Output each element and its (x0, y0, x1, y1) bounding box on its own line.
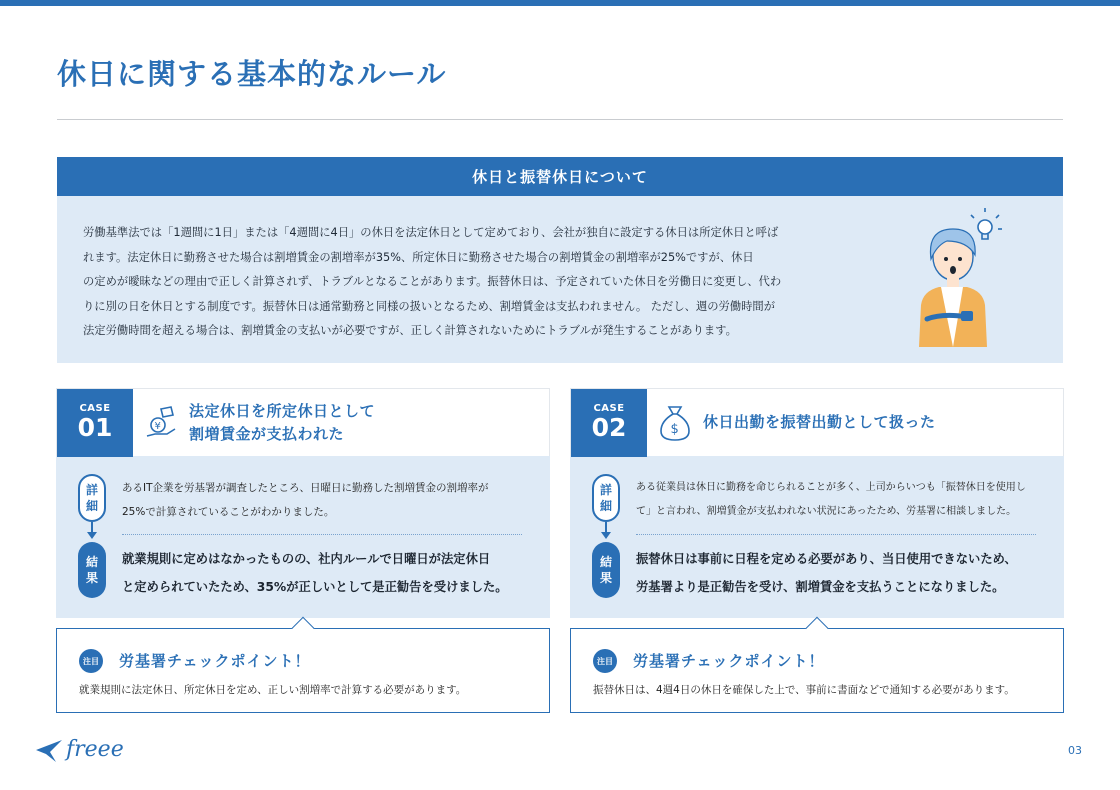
case-number: 02 (591, 413, 627, 442)
surprised-person-illustration (897, 207, 1007, 347)
case-badge (57, 389, 133, 457)
overview-line: の定めが曖昧などの理由で正しく計算されず、トラブルとなることがあります。振替休日は、予定されていた休日を労働日に変更し、代わ (83, 275, 782, 288)
case-label: CASE (593, 403, 625, 414)
case-title (703, 411, 936, 434)
result-label-char: 結 (85, 555, 98, 569)
checkpoint-title: 労基署チェックポイント！ (119, 652, 311, 670)
overview-line: れます。法定休日に勤務させた場合は割増賃金の割増率が35%、所定休日に勤務させた場合の割増賃金の割増率が25%ですが、休日 (83, 250, 754, 264)
result-line: 就業規則に定めはなかったものの、社内ルールで日曜日が法定休日 (122, 552, 491, 566)
overview-line: 労働基準法では「1週間に1日」または「4週間に4日」の休日を法定休日として定めており、会社が独自に設定する休日は所定休日と呼ば (83, 226, 779, 239)
overview-header: 休日と振替休日について (57, 157, 1063, 196)
case-number: 01 (77, 413, 113, 442)
result-label-char: 結 (599, 555, 612, 569)
svg-text:$: $ (670, 421, 679, 437)
overview-line: 法定労働時間を超える場合は、割増賃金の支払いが必要ですが、正しく計算されないためにトラブルが発生することがあります。 (83, 324, 737, 337)
lightbulb-icon (971, 208, 1002, 239)
down-arrow-icon (600, 522, 612, 540)
checkpoint-text: 振替休日は、4週4日の休日を確保した上で、事前に書面などで通知する必要があります。 (593, 684, 1015, 696)
page-title: 休日に関する基本的なルール (57, 57, 447, 91)
overview-panel (57, 157, 1063, 363)
result-label-char: 果 (85, 571, 98, 585)
detail-label-char: 細 (599, 499, 612, 513)
top-accent-bar (0, 0, 1120, 6)
detail-label-char: 詳 (599, 483, 612, 497)
yen-hand-icon (133, 389, 189, 457)
detail-text (636, 476, 1046, 524)
case-card-02 (570, 388, 1064, 618)
detail-line: あるIT企業を労基署が調査したところ、日曜日に勤務した割増賃金の割増率が (122, 482, 489, 494)
result-text (122, 545, 537, 601)
detail-label-char: 細 (85, 499, 98, 513)
result-line: 労基署より是正勧告を受け、割増賃金を支払うことになりました。 (636, 580, 1005, 594)
case-title-line: 法定休日を所定休日として (189, 401, 376, 420)
case-title (189, 400, 375, 446)
svg-text:¥: ¥ (154, 420, 161, 432)
logo-text: freee (66, 736, 124, 762)
result-label (78, 542, 106, 598)
checkpoint-title: 労基署チェックポイント！ (633, 652, 825, 670)
attention-badge: 注目 (79, 649, 103, 673)
detail-label (78, 474, 106, 522)
checkpoint-box-01 (56, 628, 550, 713)
page-number: 03 (1068, 744, 1082, 757)
result-label-char: 果 (599, 571, 612, 585)
case-title-line: 休日出勤を振替出勤として扱った (703, 413, 936, 431)
money-bag-icon (647, 389, 703, 457)
case-card-01 (56, 388, 550, 618)
checkpoint-text: 就業規則に法定休日、所定休日を定め、正しい割増率で計算する必要があります。 (79, 684, 467, 696)
case-label: CASE (79, 403, 111, 414)
overview-body (83, 221, 853, 344)
dotted-divider (122, 534, 522, 535)
attention-badge: 注目 (593, 649, 617, 673)
checkpoint-box-02 (570, 628, 1064, 713)
case-title-line: 割増賃金が支払われた (189, 424, 345, 443)
freee-logo (34, 732, 144, 766)
case-header (570, 388, 1064, 456)
result-line: と定められていたため、35%が正しいとして是正勧告を受けました。 (122, 580, 508, 594)
case-header (56, 388, 550, 456)
detail-text (122, 476, 532, 524)
detail-line: ある従業員は休日に勤務を命じられることが多く、上司からいつも「振替休日を使用し (636, 482, 1026, 493)
title-divider (57, 119, 1063, 120)
dotted-divider (636, 534, 1036, 535)
detail-line: て」と言われ、割増賃金が支払われない状況にあったため、労基署に相談しました。 (636, 506, 1017, 517)
detail-label-char: 詳 (85, 483, 98, 497)
result-label (592, 542, 620, 598)
result-line: 振替休日は事前に日程を定める必要があり、当日使用できないため、 (636, 552, 1017, 566)
overview-line: りに別の日を休日とする制度です。振替休日は通常勤務と同様の扱いとなるため、割増賃金は支払われません。 ただし、週の労働時間が (83, 299, 776, 313)
result-text (636, 545, 1051, 601)
case-badge (571, 389, 647, 457)
bird-logo-icon (34, 734, 64, 764)
detail-line: 25%で計算されていることがわかりました。 (122, 506, 335, 518)
detail-label (592, 474, 620, 522)
callout-notch (806, 617, 829, 640)
down-arrow-icon (86, 522, 98, 540)
callout-notch (292, 617, 315, 640)
